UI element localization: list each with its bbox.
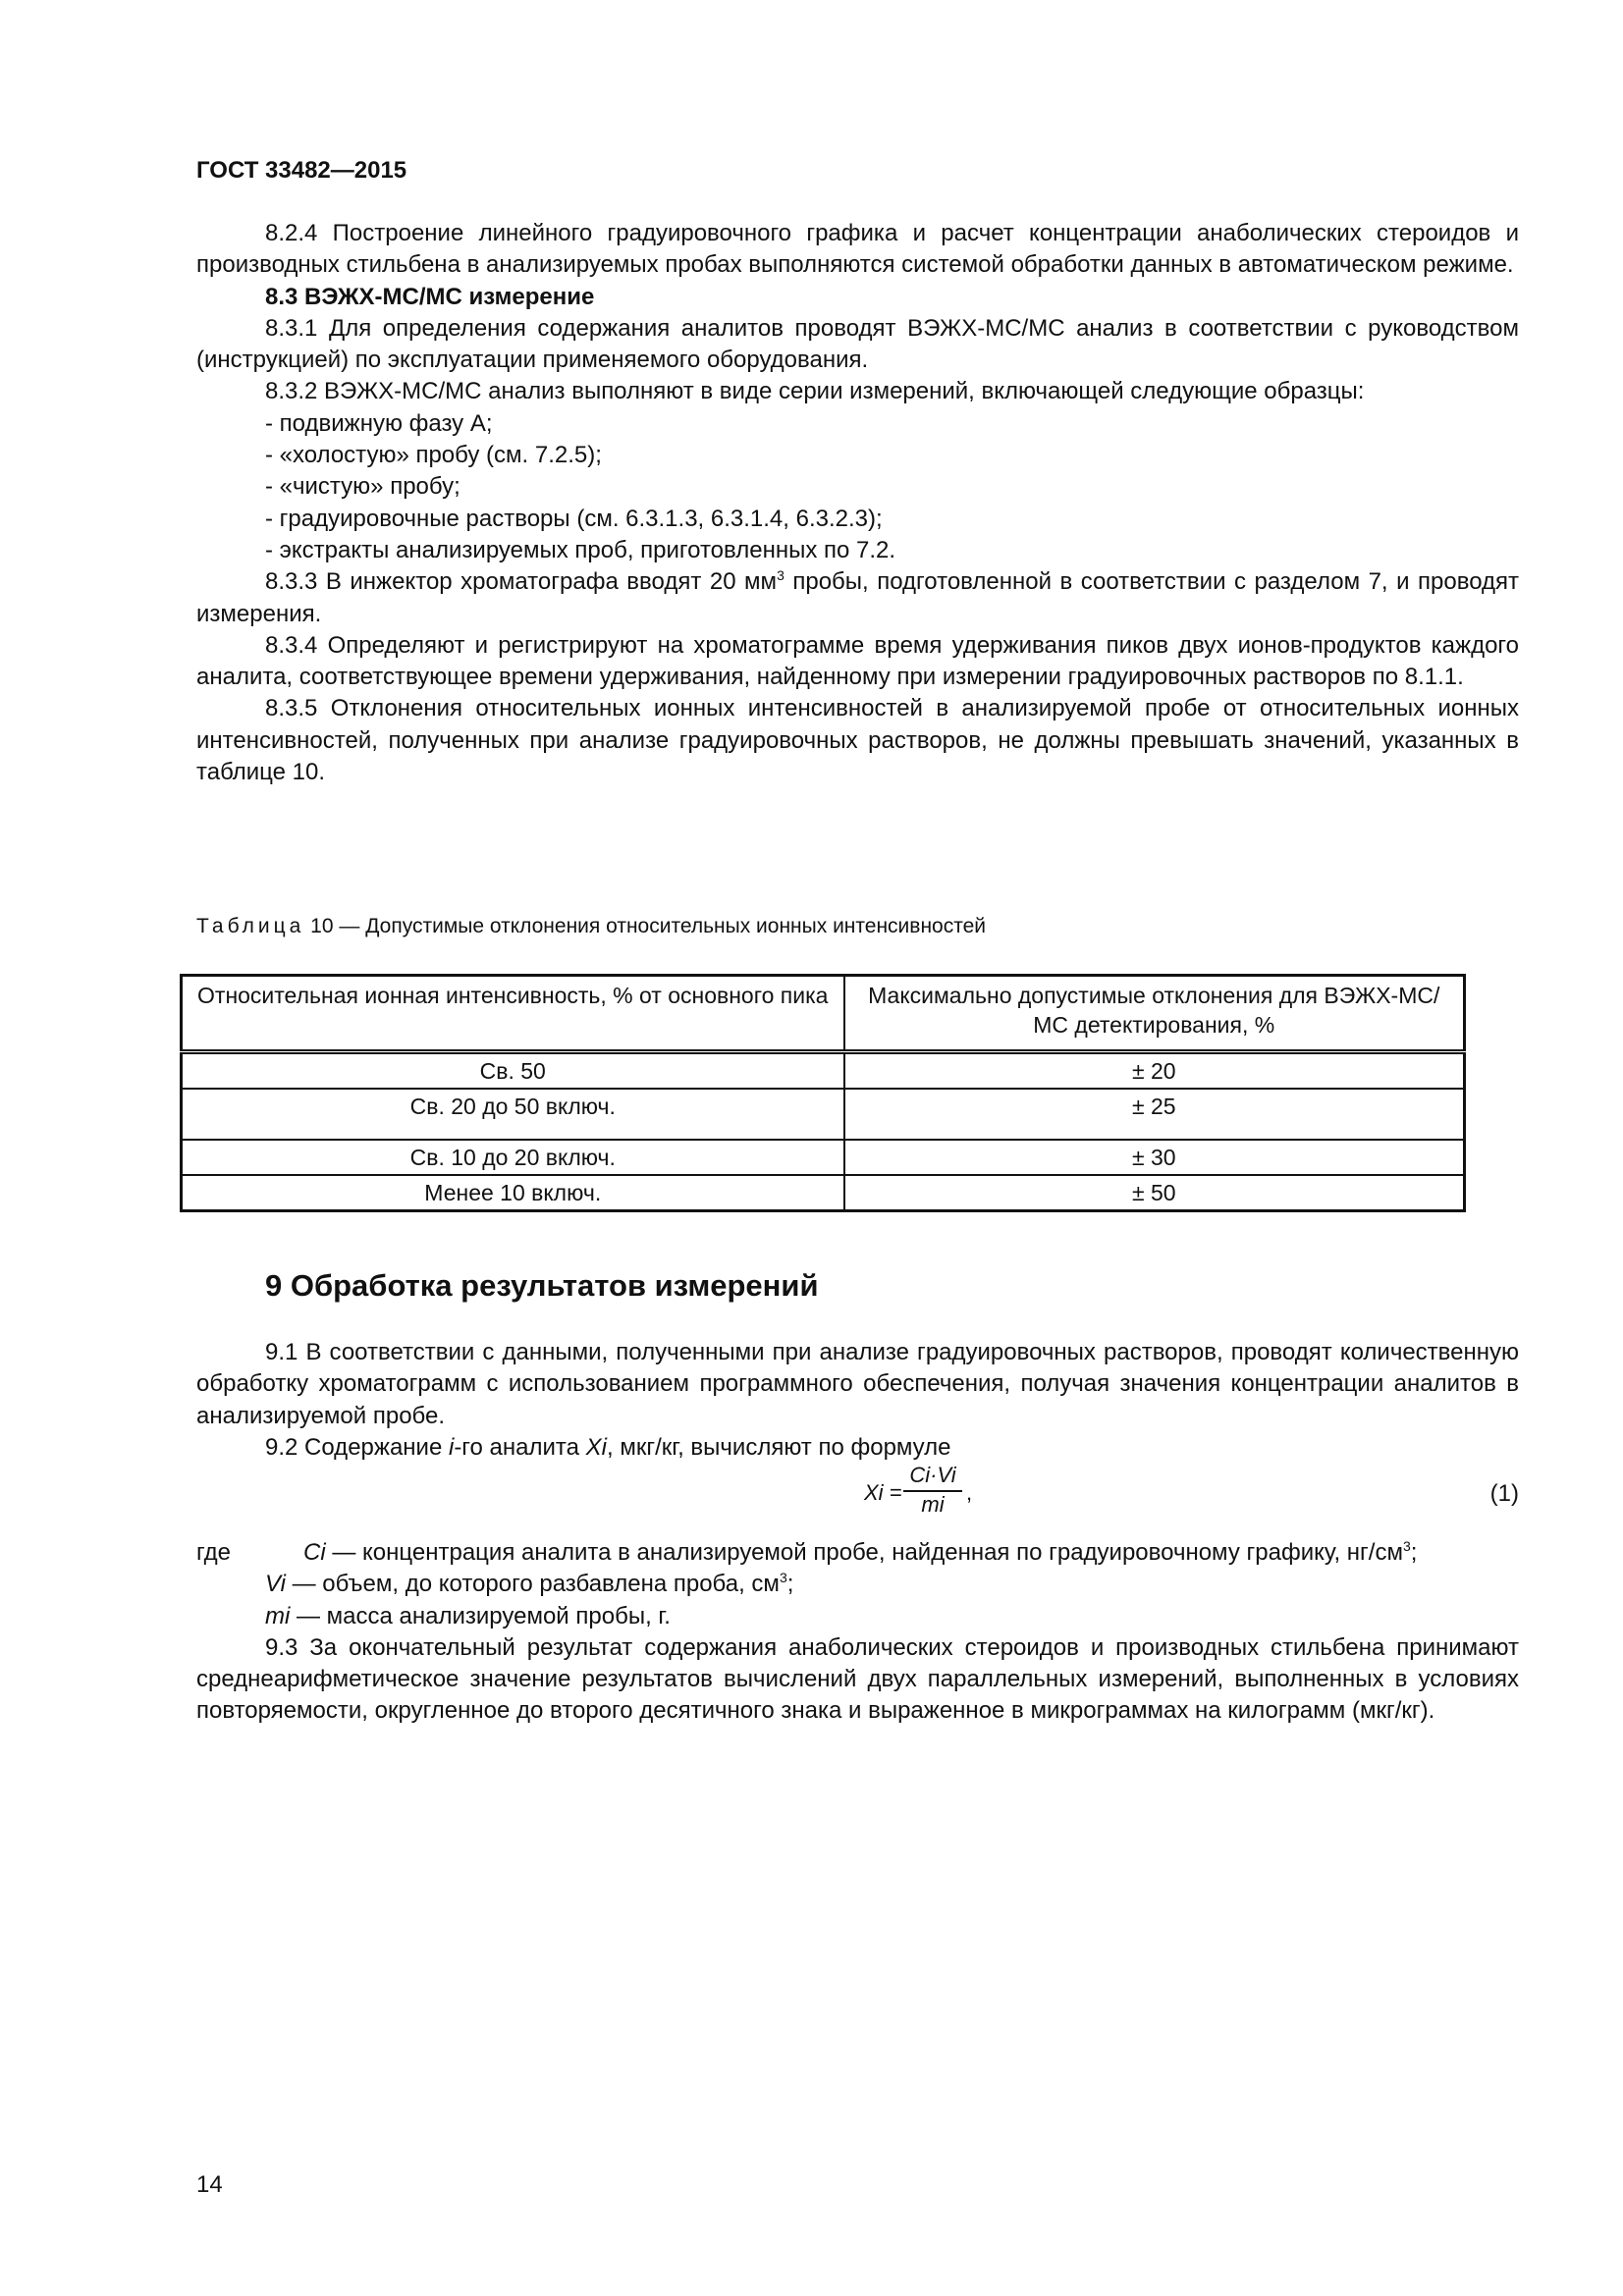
heading-8-3: 8.3 ВЭЖХ-МС/МС измерение [265,283,595,310]
where-mi [196,1601,1519,1632]
text: , мкг/кг, вычисляют по формуле [607,1433,951,1461]
text: — объем, до которого разбавлена проба, см [285,1571,780,1598]
paragraph-8-3-4: 8.3.4 Определяют и регистрируют на хроматограмме время удерживания пиков двух ионов-продуктов каждого аналита, соответствующее времени удерживания, найденному при измерении градуировочных растворов по 8.1.1. [196,631,1519,691]
caption-text: 10 — Допустимые отклонения относительных ионных интенсивностей [304,915,987,937]
text: 8.3.3 В инжектор хроматографа вводят 20 мм [265,568,778,596]
table-header-row [182,976,1465,1052]
section-8-text [196,218,1519,788]
superscript: 3 [777,567,784,584]
equation-number: (1) [1489,1480,1519,1507]
where-ci [196,1537,1519,1569]
paragraph-9-3: 9.3 За окончательный результат содержания анаболических стероидов и производных стильбена принимают среднеарифметическое значение результатов вычислений двух параллельных измерений, выполненных в условиях повторяемости, округленное до второго десятичного знака и выраженное в микрограммах на килограмм (мкг/кг). [196,1633,1519,1725]
column-header: Максимально допустимые отклонения для ВЭЖХ-МС/МС детектирования, % [844,976,1465,1052]
symbol: Ci [303,1539,326,1566]
table-cell: Св. 20 до 50 включ. [182,1089,844,1140]
table-cell: Менее 10 включ. [182,1175,844,1211]
text: ; [786,1571,794,1598]
where-vi [196,1569,1519,1600]
table-cell: Св. 50 [182,1052,844,1090]
list-item: - «чистую» пробу; [265,473,460,501]
text: — масса анализируемой пробы, г. [290,1602,671,1629]
paragraph-9-1: 9.1 В соответствии с данными, полученными при анализе градуировочных растворов, проводят количественную обработку хроматограмм с использованием программного обеспечения, получая значения концентрации аналитов в анализируемой пробе. [196,1339,1519,1429]
table-row [182,1052,1465,1090]
table-row [182,1175,1465,1211]
formula-1 [864,1463,1532,1531]
heading-section-9: 9 Обработка результатов измерений [265,1268,819,1303]
table-row [182,1140,1465,1175]
list-item: - «холостую» пробу (см. 7.2.5); [265,442,602,469]
superscript: 3 [779,1570,787,1586]
text: 9.2 Содержание [265,1433,449,1461]
where-label: где [196,1539,232,1566]
list-item: - экстракты анализируемых проб, приготовленных по 7.2. [265,536,896,563]
formula-comma: , [966,1480,973,1505]
formula-lhs: Xi = [864,1480,902,1505]
deviation-table [180,974,1466,1212]
list-item: - градуировочные растворы (см. 6.3.1.3, 6.3.1.4, 6.3.2.3); [265,505,883,532]
where-block [196,1537,1519,1728]
table-row [182,1089,1465,1140]
symbol: mi [265,1602,291,1629]
list-item: - подвижную фазу А; [265,409,493,437]
table-cell: ± 30 [844,1140,1465,1175]
formula-fraction [903,1463,962,1518]
paragraph-8-3-1: 8.3.1 Для определения содержания аналитов проводят ВЭЖХ-МС/МС анализ в соответствии с руководством (инструкцией) по эксплуатации применяемого оборудования. [196,314,1519,374]
paragraph-8-3-5: 8.3.5 Отклонения относительных ионных интенсивностей в анализируемой пробе от относительных ионных интенсивностей, полученных при анализе градуировочных растворов, не должны превышать значений, указанных в таблице 10. [196,695,1519,786]
text: пробы, подготовленной в соответствии с разделом 7, и проводят измерения. [196,568,1520,627]
superscript: 3 [1402,1538,1411,1554]
section-9-intro [196,1337,1519,1464]
text: i [448,1433,455,1461]
symbol: Vi [265,1571,286,1598]
text: ; [1410,1539,1418,1566]
text: -го аналита [454,1433,586,1461]
formula-numerator: Ci·Vi [903,1463,962,1492]
paragraph-8-2-4: 8.2.4 Построение линейного градуировочного графика и расчет концентрации анаболических стероидов и производных стильбена в анализируемых пробах выполняются системой обработки данных в автоматическом режиме. [196,220,1519,279]
text: Xi [585,1433,607,1461]
table-cell: ± 20 [844,1052,1465,1090]
formula-denominator: mi [921,1492,945,1517]
page-number: 14 [196,2171,223,2198]
caption-label: Таблица [196,915,305,937]
document-header: ГОСТ 33482—2015 [196,157,407,184]
paragraph-8-3-3 [196,566,1519,630]
paragraph-9-2 [196,1432,1519,1464]
table-caption [196,915,986,938]
table-cell: Св. 10 до 20 включ. [182,1140,844,1175]
table-cell: ± 50 [844,1175,1465,1211]
text: — концентрация аналита в анализируемой пробе, найденная по градуировочному графику, нг/см [325,1539,1403,1566]
table-cell: ± 25 [844,1089,1465,1140]
paragraph-8-3-2: 8.3.2 ВЭЖХ-МС/МС анализ выполняют в виде серии измерений, включающей следующие образцы: [265,378,1365,405]
column-header: Относительная ионная интенсивность, % от основного пика [182,976,844,1052]
